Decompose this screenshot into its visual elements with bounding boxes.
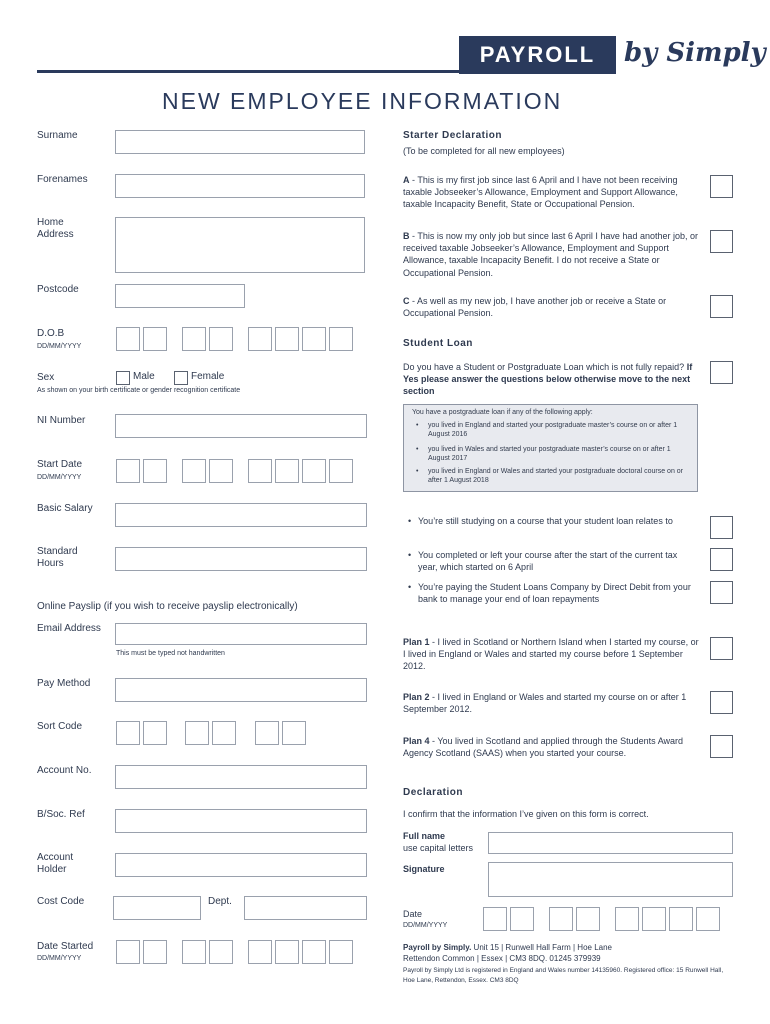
dob-year-4[interactable] xyxy=(329,327,353,351)
dob-year-1[interactable] xyxy=(248,327,272,351)
email-label: Email Address xyxy=(37,623,101,634)
footer-address xyxy=(403,942,723,964)
statement-c-checkbox[interactable] xyxy=(710,295,733,318)
cost-code-label: Cost Code xyxy=(37,896,85,907)
student-bullet-3 xyxy=(408,581,698,605)
male-checkbox[interactable] xyxy=(116,371,130,385)
dob-label: D.O.B xyxy=(37,328,65,339)
sort-code-1[interactable] xyxy=(116,721,140,745)
statement-b-text: - This is now my only job but since last 6 April I have had another job, or received taxable Jobseeker’s Allowance, Employment and Support Allowance, taxable Incapacity Benefit. I do not receive a State or Occupational Pension. xyxy=(403,231,698,278)
dob-year-3[interactable] xyxy=(302,327,326,351)
signature-label: Signature xyxy=(403,864,445,874)
standard-hours-label-2: Hours xyxy=(37,558,64,569)
decl-year-1[interactable] xyxy=(615,907,639,931)
dept-label: Dept. xyxy=(208,896,232,907)
account-holder-label-1: Account xyxy=(37,852,74,863)
plan-2-checkbox[interactable] xyxy=(710,691,733,714)
postcode-field[interactable] xyxy=(115,284,245,308)
use-capitals-note: use capital letters xyxy=(403,843,474,853)
female-label: Female xyxy=(191,371,225,382)
decl-day-2[interactable] xyxy=(510,907,534,931)
student-bullet-2-checkbox[interactable] xyxy=(710,548,733,571)
postgraduate-bullet-3: • xyxy=(416,468,419,475)
postgraduate-intro: You have a postgraduate loan if any of the following apply: xyxy=(412,409,593,416)
dept-field[interactable] xyxy=(244,896,367,920)
page-title: NEW EMPLOYEE INFORMATION xyxy=(162,88,563,114)
started-month-2[interactable] xyxy=(209,940,233,964)
email-field[interactable] xyxy=(115,623,367,645)
statement-a-key: A xyxy=(403,175,410,185)
postgraduate-item-1-text: you lived in England and started your postgraduate master’s course on or after 1 August 2016 xyxy=(428,422,678,438)
plan-2-key: Plan 2 xyxy=(403,692,430,702)
dob-day-1[interactable] xyxy=(116,327,140,351)
start-year-3[interactable] xyxy=(302,459,326,483)
postcode-label: Postcode xyxy=(37,284,79,295)
statement-c-text: - As well as my new job, I have another job or receive a State or Occupational Pension. xyxy=(403,296,667,319)
home-address-label-2: Address xyxy=(37,229,74,240)
payroll-logo xyxy=(459,36,616,74)
start-year-1[interactable] xyxy=(248,459,272,483)
decl-day-1[interactable] xyxy=(483,907,507,931)
plan-1-checkbox[interactable] xyxy=(710,637,733,660)
bsoc-ref-label: B/Soc. Ref xyxy=(37,809,85,820)
plan-4-text: - You lived in Scotland and applied through the Students Award Agency Scotland (SAAS) when you started your course. xyxy=(403,736,684,759)
dob-year-2[interactable] xyxy=(275,327,299,351)
sort-code-label: Sort Code xyxy=(37,721,83,732)
sort-code-5[interactable] xyxy=(255,721,279,745)
postgraduate-bullet-1: • xyxy=(416,422,419,429)
date-started-label: Date Started xyxy=(37,941,94,952)
student-loan-question xyxy=(403,361,703,398)
basic-salary-field[interactable] xyxy=(115,503,367,527)
started-year-4[interactable] xyxy=(329,940,353,964)
full-name-label: Full name xyxy=(403,831,446,841)
starter-declaration-heading: Starter Declaration xyxy=(403,130,502,141)
standard-hours-label-1: Standard xyxy=(37,546,78,557)
header-rule xyxy=(37,70,461,73)
plan-4 xyxy=(403,735,703,759)
payroll-logo-text: PAYROLL xyxy=(479,42,596,67)
start-date-label: Start Date xyxy=(37,459,83,470)
statement-a-text: - This is my first job since last 6 April and I have not been receiving taxable Jobseeker’s Allowance, Employment and Support Allowance, taxable Incapacity Benefit, State or Occupational Pension. xyxy=(403,175,678,210)
surname-label: Surname xyxy=(37,130,78,141)
email-note: This must be typed not handwritten xyxy=(116,650,225,657)
student-bullet-2-dot: • xyxy=(408,550,412,560)
forenames-field[interactable] xyxy=(115,174,365,198)
decl-month-1[interactable] xyxy=(549,907,573,931)
decl-date-format: DD/MM/YYYY xyxy=(403,922,448,929)
sort-code-4[interactable] xyxy=(212,721,236,745)
plan-4-key: Plan 4 xyxy=(403,736,430,746)
plan-1 xyxy=(403,636,703,673)
statement-c-key: C xyxy=(403,296,410,306)
female-checkbox[interactable] xyxy=(174,371,188,385)
student-bullet-2 xyxy=(408,549,698,573)
started-year-1[interactable] xyxy=(248,940,272,964)
pay-method-label: Pay Method xyxy=(37,678,91,689)
decl-year-3[interactable] xyxy=(669,907,693,931)
student-bullet-3-dot: • xyxy=(408,582,412,592)
online-payslip-label: Online Payslip (if you wish to receive payslip electronically) xyxy=(37,601,298,612)
sort-code-2[interactable] xyxy=(143,721,167,745)
decl-month-2[interactable] xyxy=(576,907,600,931)
account-holder-field[interactable] xyxy=(115,853,367,877)
started-year-3[interactable] xyxy=(302,940,326,964)
student-bullet-1-dot: • xyxy=(408,516,412,526)
male-label: Male xyxy=(133,371,155,382)
student-loan-checkbox[interactable] xyxy=(710,361,733,384)
declaration-text: I confirm that the information I’ve given on this form is correct. xyxy=(403,809,649,819)
footer-address-line-2: Rettendon Common | Essex | CM3 8DQ. 01245 379939 xyxy=(403,954,601,963)
sex-note: As shown on your birth certificate or gender recognition certificate xyxy=(37,387,241,394)
plan-2-text: - I lived in England or Wales and started my course on or after 1 September 2012. xyxy=(403,692,687,715)
start-day-1[interactable] xyxy=(116,459,140,483)
statement-b-checkbox[interactable] xyxy=(710,230,733,253)
account-no-field[interactable] xyxy=(115,765,367,789)
start-date-format: DD/MM/YYYY xyxy=(37,474,82,481)
postgraduate-item-3 xyxy=(416,467,685,485)
account-holder-label-2: Holder xyxy=(37,864,67,875)
decl-date-label: Date xyxy=(403,909,423,919)
full-name-field[interactable] xyxy=(488,832,733,854)
date-started-format: DD/MM/YYYY xyxy=(37,955,82,962)
home-address-label-1: Home xyxy=(37,217,64,228)
statement-c xyxy=(403,295,703,319)
dob-day-2[interactable] xyxy=(143,327,167,351)
start-day-2[interactable] xyxy=(143,459,167,483)
started-year-2[interactable] xyxy=(275,940,299,964)
basic-salary-label: Basic Salary xyxy=(37,503,93,514)
postgraduate-item-1 xyxy=(416,421,685,439)
statement-b-key: B xyxy=(403,231,410,241)
account-no-label: Account No. xyxy=(37,765,92,776)
student-bullet-3-checkbox[interactable] xyxy=(710,581,733,604)
started-day-1[interactable] xyxy=(116,940,140,964)
footer-company: Payroll by Simply. xyxy=(403,943,472,952)
postgraduate-item-3-text: you lived in England or Wales and started your postgraduate doctoral course on or after 1 August 2018 xyxy=(428,468,684,484)
plan-1-key: Plan 1 xyxy=(403,637,430,647)
plan-1-text: - I lived in Scotland or Northern Island when I started my course, or I lived in England or Wales and started my course before 1 September 2012. xyxy=(403,637,699,672)
start-month-2[interactable] xyxy=(209,459,233,483)
start-month-1[interactable] xyxy=(182,459,206,483)
sex-label: Sex xyxy=(37,372,55,383)
dob-month-1[interactable] xyxy=(182,327,206,351)
plan-2 xyxy=(403,691,703,715)
plan-4-checkbox[interactable] xyxy=(710,735,733,758)
start-year-2[interactable] xyxy=(275,459,299,483)
footer-registration: Payroll by Simply Ltd is registered in England and Wales number 14135960. Registered office: 15 Runwell Hall, Hoe Lane, Rettendon, Essex. CM3 8DQ xyxy=(403,967,724,984)
declaration-heading: Declaration xyxy=(403,787,463,798)
by-simply-logo: by Simply xyxy=(624,38,766,68)
student-bullet-1-text: You’re still studying on a course that your student loan relates to xyxy=(418,516,673,526)
cost-code-field[interactable] xyxy=(113,896,201,920)
student-loan-question-text: Do you have a Student or Postgraduate Loan which is not fully repaid? xyxy=(403,362,687,372)
started-day-2[interactable] xyxy=(143,940,167,964)
student-bullet-2-text: You completed or left your course after the start of the current tax year, which started on 6 April xyxy=(418,550,678,573)
postgraduate-item-2 xyxy=(416,445,685,463)
postgraduate-loan-panel xyxy=(403,404,698,492)
ni-number-label: NI Number xyxy=(37,415,86,426)
sort-code-3[interactable] xyxy=(185,721,209,745)
dob-format: DD/MM/YYYY xyxy=(37,343,82,350)
student-bullet-3-text: You’re paying the Student Loans Company by Direct Debit from your bank to manage your end of loan repayments xyxy=(418,582,691,605)
student-bullet-1 xyxy=(408,515,698,527)
starter-declaration-sub: (To be completed for all new employees) xyxy=(403,146,565,156)
decl-year-2[interactable] xyxy=(642,907,666,931)
bsoc-ref-field[interactable] xyxy=(115,809,367,833)
standard-hours-field[interactable] xyxy=(115,547,367,571)
postgraduate-bullet-2: • xyxy=(416,446,419,453)
ni-number-field[interactable] xyxy=(115,414,367,438)
student-loan-heading: Student Loan xyxy=(403,338,473,349)
student-loan-question-bold: If Yes please answer the questions below otherwise move to the next section xyxy=(403,362,693,397)
forenames-label: Forenames xyxy=(37,174,88,185)
statement-b xyxy=(403,230,703,279)
start-year-4[interactable] xyxy=(329,459,353,483)
statement-a-checkbox[interactable] xyxy=(710,175,733,198)
home-address-field[interactable] xyxy=(115,217,365,273)
dob-month-2[interactable] xyxy=(209,327,233,351)
decl-year-4[interactable] xyxy=(696,907,720,931)
footer-address-line-1: Unit 15 | Runwell Hall Farm | Hoe Lane xyxy=(471,943,612,952)
pay-method-field[interactable] xyxy=(115,678,367,702)
sort-code-6[interactable] xyxy=(282,721,306,745)
student-bullet-1-checkbox[interactable] xyxy=(710,516,733,539)
started-month-1[interactable] xyxy=(182,940,206,964)
postgraduate-item-2-text: you lived in Wales and started your postgraduate master’s course on or after 1 August 2017 xyxy=(428,446,671,462)
surname-field[interactable] xyxy=(115,130,365,154)
statement-a xyxy=(403,174,703,211)
signature-field[interactable] xyxy=(488,862,733,897)
